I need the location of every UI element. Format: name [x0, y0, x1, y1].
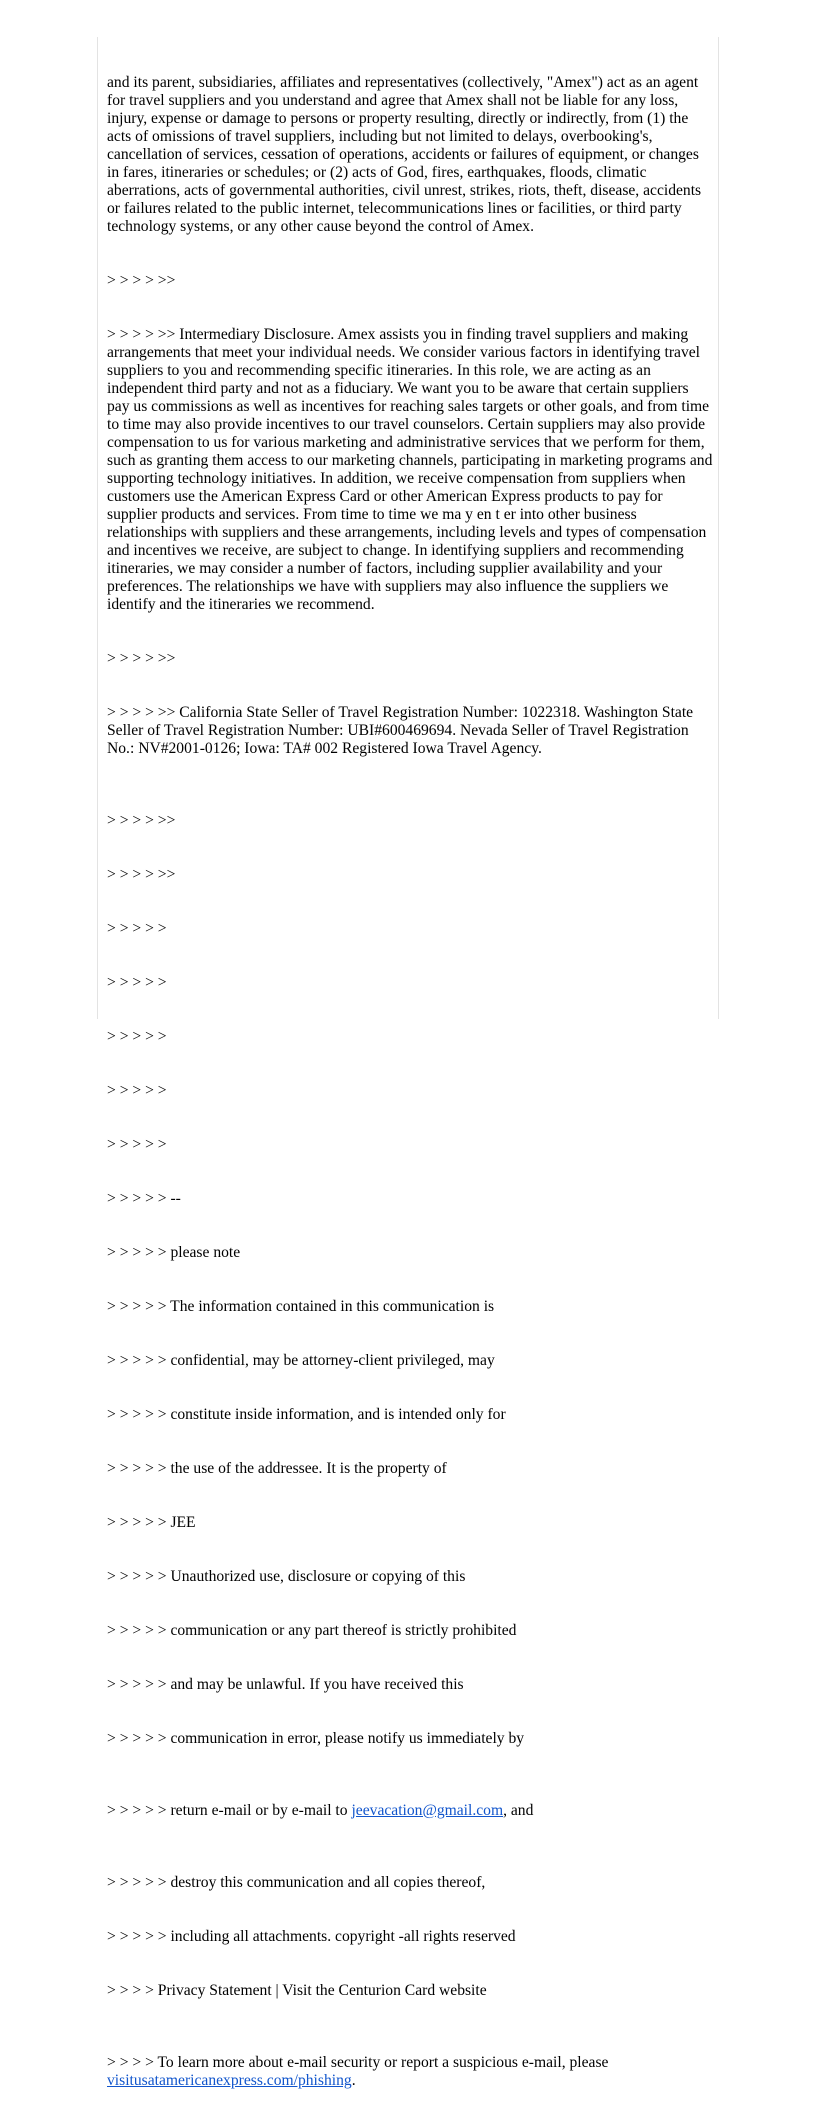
liability-paragraph: and its parent, subsidiaries, affiliates and representatives (collectively, "Amex") act as an agent for travel suppliers and you understand and agree that Amex shall not be liable for any loss, injury, expense or damage to persons or property resulting, directly or indirectly, from (1) the acts of omissions of travel suppliers, including but not limited to delays, overbooking's, cancellation of services, cessation of operations, accidents or failures of equipment, or changes in fares, itineraries or schedules; or (2) acts of God, fires, earthquakes, floods, climatic aberrations, acts of governmental authorities, civil unrest, strikes, riots, theft, disease, accidents or failures related to the public internet, telecommunications lines or facilities, or third party technology systems, or any other cause beyond the control of Amex. — [107, 74, 706, 235]
security-line-text: > > > > To learn more about e-mail security or report a suspicious e-mail, please — [107, 2054, 613, 2071]
quote-line: > > > > > -- — [107, 1190, 181, 1207]
quote-marker: > > > > >> — [107, 272, 176, 289]
quote-line: > > > > >> — [107, 812, 176, 829]
return-line-suffix: , and — [503, 1802, 534, 1819]
quote-line: > > > > > and may be unlawful. If you have received this — [107, 1676, 464, 1693]
email-address-link[interactable]: jeevacation@gmail.com — [351, 1802, 504, 1819]
quote-line: > > > > > — [107, 920, 167, 937]
quote-line: > > > > > communication in error, please notify us immediately by — [107, 1730, 525, 1747]
quote-marker: > > > > >> — [107, 650, 176, 667]
quote-line: > > > > > please note — [107, 1244, 241, 1261]
quote-line: > > > > > confidential, may be attorney-client privileged, may — [107, 1352, 495, 1369]
quote-line: > > > > > The information contained in this communication is — [107, 1298, 495, 1315]
registration-paragraph: > > > > >> California State Seller of Travel Registration Number: 1022318. Washington State Seller of Travel Registration Number: UBI#600469694. Nevada Seller of Travel Registration No.: NV#2001-0126; Iowa: TA# 002 Registered Iowa Travel Agency. — [107, 704, 698, 757]
quote-line: > > > > > Unauthorized use, disclosure or copying of this — [107, 1568, 466, 1585]
quote-line: > > > > > destroy this communication and all copies thereof, — [107, 1874, 486, 1891]
return-email-line — [107, 1802, 713, 1820]
quote-line: > > > > > constitute inside information, and is intended only for — [107, 1406, 506, 1423]
intermediary-disclosure-paragraph: > > > > >> Intermediary Disclosure. Amex assists you in finding travel suppliers and making arrangements that meet your individual needs. We consider various factors in identifying travel suppliers to you and recommending specific itineraries. In this role, we are acting as an independent third party and not as a fiduciary. We want you to be aware that certain suppliers pay us commissions as well as incentives for reaching sales targets or other goals, and from time to time may also provide incentives to our travel counselors. Certain suppliers may also provide compensation to us for various marketing and administrative services that we perform for them, such as granting them access to our marketing channels, participating in marketing programs and supporting technology initiatives. In addition, we receive compensation from suppliers when customers use the American Express Card or other American Express products to pay for supplier products and services. From time to time we ma y en t er into other business relationships with suppliers and these arrangements, including levels and types of compensation and incentives we receive, are subject to change. In identifying suppliers and recommending itineraries, we may consider a number of factors, including supplier availability and your preferences. The relationships we have with suppliers may also influence the suppliers we identify and the itineraries we recommend. — [107, 326, 717, 613]
quote-line: > > > > > communication or any part thereof is strictly prohibited — [107, 1622, 517, 1639]
quote-line: > > > > > the use of the addressee. It is the property of — [107, 1460, 447, 1477]
quote-line: > > > > > — [107, 1028, 167, 1045]
quote-line: > > > > > — [107, 1082, 167, 1099]
security-notice-line — [107, 2054, 713, 2090]
quote-line: > > > > > — [107, 1136, 167, 1153]
final-period: . — [351, 2072, 356, 2089]
email-body — [107, 38, 717, 2108]
phishing-link[interactable]: visitusatamericanexpress.com/phishing — [107, 2072, 352, 2089]
quote-line: > > > > > JEE — [107, 1514, 196, 1531]
quote-line: > > > > > including all attachments. copyright -all rights reserved — [107, 1928, 516, 1945]
return-line-prefix: > > > > > return e-mail or by e-mail to — [107, 1802, 352, 1819]
quote-line: > > > > >> — [107, 866, 176, 883]
quote-line: > > > > > — [107, 974, 167, 991]
privacy-statement-line: > > > > Privacy Statement | Visit the Centurion Card website — [107, 1982, 487, 1999]
